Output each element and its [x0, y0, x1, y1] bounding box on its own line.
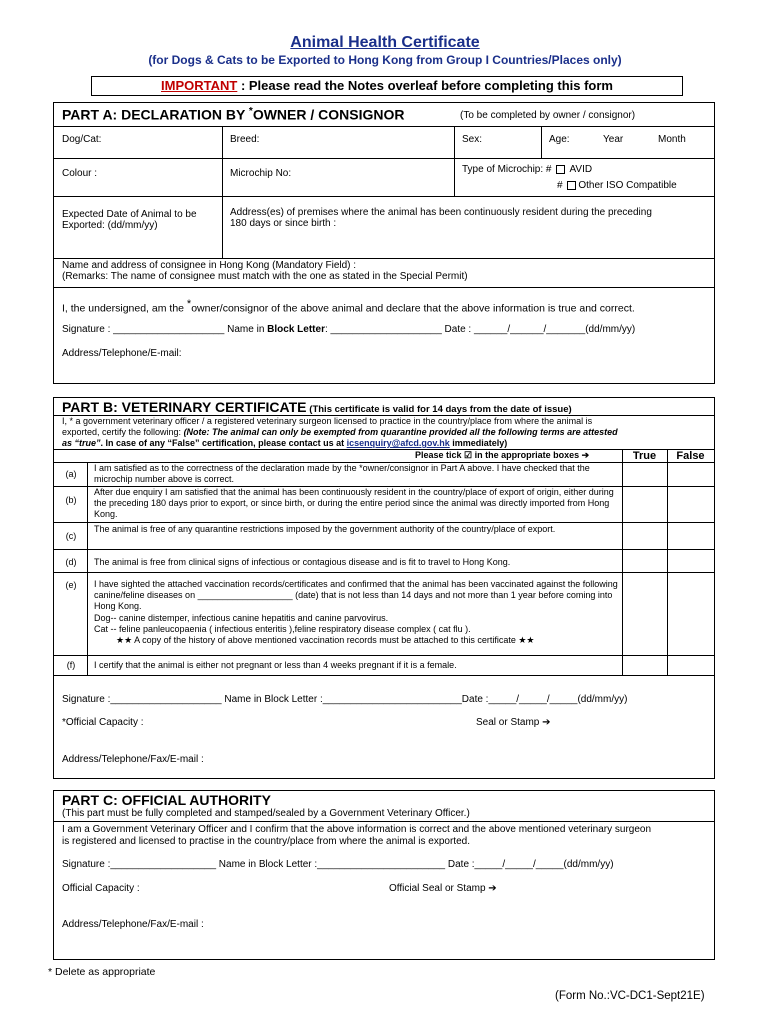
true-cell-a[interactable] [623, 463, 667, 486]
part-a-title: PART A: DECLARATION BY *OWNER / CONSIGNOR [62, 106, 405, 123]
gvo-official-capacity-field[interactable]: Official Capacity : [62, 883, 140, 894]
item-a-label: (a) [65, 469, 77, 479]
item-e-text: I have sighted the attached vaccination records/certificates and confirmed that the animal has been vaccinated against the following canine/feline diseases on ___________________ (date) that is not less than 14 days and not more than 1 year before coming into Hong Kong. [94, 579, 618, 611]
microchip-no-field[interactable]: Microchip No: [230, 168, 292, 179]
important-label: IMPORTANT [161, 78, 238, 93]
part-b-title: PART B: VETERINARY CERTIFICATE (This certificate is valid for 14 days from the date of issue) [62, 399, 572, 415]
delete-note: * Delete as appropriate [48, 966, 156, 978]
tick-instruction: Please tick ☑ in the appropriate boxes ➔ [415, 450, 590, 460]
dog-cat-field[interactable]: Dog/Cat: [62, 134, 102, 145]
owner-declaration: I, the undersigned, am the *owner/consignor of the above animal and declare that the above information is true and correct. [62, 298, 635, 315]
item-c-text: The animal is free of any quarantine restrictions imposed by the government authority of the country/place of export. [94, 524, 556, 534]
false-column-header: False [676, 450, 705, 462]
item-a-text: I am satisfied as to the correctness of the declaration made by the *owner/consignor in Part A above. I have checked that the microchip number above is correct. [94, 463, 590, 484]
vet-address-field[interactable]: Address/Telephone/Fax/E-mail : [62, 754, 204, 765]
item-b-label: (b) [65, 495, 77, 505]
part-c-confirm-1: I am a Government Veterinary Officer and I confirm that the above information is correct and the above mentioned veterinary surgeon [62, 824, 652, 835]
vet-seal-label: Seal or Stamp ➔ [476, 717, 551, 728]
part-b-intro-1: I, * a government veterinary officer / a registered veterinary surgeon licensed to practice in the country/place from where the animal is [62, 416, 593, 426]
expected-date-label-1: Expected Date of Animal to be [62, 209, 197, 220]
consignee-label: Name and address of consignee in Hong Kong (Mandatory Field) : [62, 260, 357, 271]
gvo-address-field[interactable]: Address/Telephone/Fax/E-mail : [62, 919, 204, 930]
item-d-label: (d) [65, 557, 77, 567]
gvo-seal-label: Official Seal or Stamp ➔ [389, 883, 497, 894]
age-year-label: Year [603, 134, 624, 145]
sex-field[interactable]: Sex: [462, 134, 483, 145]
item-d-text: The animal is free from clinical signs of infectious or contagious disease and is fit to travel to Hong Kong. [94, 557, 511, 567]
owner-signature-line[interactable]: Signature : ____________________ Name in Block Letter: ____________________ Date : ______/______/_______(dd/mm/yy) [62, 324, 636, 335]
premises-address-label-2: 180 days or since birth : [230, 218, 337, 229]
expected-date-label-2: Exported: (dd/mm/yy) [62, 220, 158, 231]
important-notice [91, 76, 683, 96]
breed-field[interactable]: Breed: [230, 134, 260, 145]
item-b-text: After due enquiry I am satisfied that the animal has been continuously resident in the country/place of export of origin, either during the preceding 180 days prior to export, or since birth, or during the entire period since the animal was directly imported from Hong Kong. [94, 487, 614, 519]
part-c-title: PART C: OFFICIAL AUTHORITY [62, 792, 271, 808]
form-number: (Form No.:VC-DC1-Sept21E) [555, 990, 705, 1002]
item-e-cat-diseases: Cat -- feline panleucopaenia ( infectious enteritis ),feline respiratory disease complex ( cat flu ). [94, 624, 471, 634]
age-field[interactable]: Age: [549, 134, 570, 145]
item-c-label: (c) [65, 531, 77, 541]
certificate-title: Animal Health Certificate [290, 34, 480, 51]
gvo-signature-line[interactable]: Signature :___________________ Name in Block Letter :_______________________ Date :_____/_____/_____(dd/mm/yy) [62, 859, 614, 870]
consignee-remarks: (Remarks: The name of consignee must match with the one as stated in the Special Permit) [62, 271, 468, 282]
item-f-label: (f) [66, 660, 76, 670]
part-c-note: (This part must be fully completed and stamped/sealed by a Government Veterinary Officer.) [62, 808, 470, 819]
part-a-note: (To be completed by owner / consignor) [460, 110, 636, 121]
certificate-subtitle: (for Dogs & Cats to be Exported to Hong Kong from Group I Countries/Places only) [148, 53, 622, 67]
age-month-label: Month [658, 134, 686, 145]
item-e-copy-note: ★★ A copy of the history of above mentioned vaccination records must be attached to this certificate ★★ [116, 635, 535, 645]
item-f-text: I certify that the animal is either not pregnant or less than 4 weeks pregnant if it is a female. [94, 660, 457, 670]
item-e-dog-diseases: Dog-- canine distemper, infectious canine hepatitis and canine parvovirus. [94, 613, 389, 623]
colour-field[interactable]: Colour : [62, 168, 98, 179]
vet-official-capacity-field[interactable]: *Official Capacity : [62, 717, 144, 728]
important-text: : Please read the Notes overleaf before completing this form [237, 78, 613, 93]
false-cell-a[interactable] [668, 463, 714, 486]
item-e-label: (e) [65, 580, 77, 590]
part-c-confirm-2: is registered and licensed to practise in the country/place from where the animal is exported. [62, 836, 470, 847]
part-b-intro-2: exported, certify the following: (Note: The animal can only be exempted from quarantine provided all the following terms are attested [62, 427, 618, 437]
avid-checkbox[interactable] [556, 165, 565, 174]
microchip-type-label: Type of Microchip: # AVID [462, 164, 593, 175]
premises-address-label-1: Address(es) of premises where the animal has been continuously resident during the preceding [230, 207, 652, 218]
true-column-header: True [632, 450, 657, 462]
contact-email-link[interactable]: icsenquiry@afcd.gov.hk [346, 438, 450, 448]
other-iso-checkbox[interactable] [567, 181, 576, 190]
owner-address-field[interactable]: Address/Telephone/E-mail: [62, 348, 182, 359]
part-b-intro-3: as “true”. In case of any “False” certification, please contact us at icsenquiry@afcd.gov.hk immediately) [62, 438, 508, 448]
vet-signature-line[interactable]: Signature :____________________ Name in Block Letter :_________________________Date :_____/_____/_____(dd/mm/yy) [62, 694, 628, 705]
other-iso-option: # Other ISO Compatible [557, 180, 677, 191]
